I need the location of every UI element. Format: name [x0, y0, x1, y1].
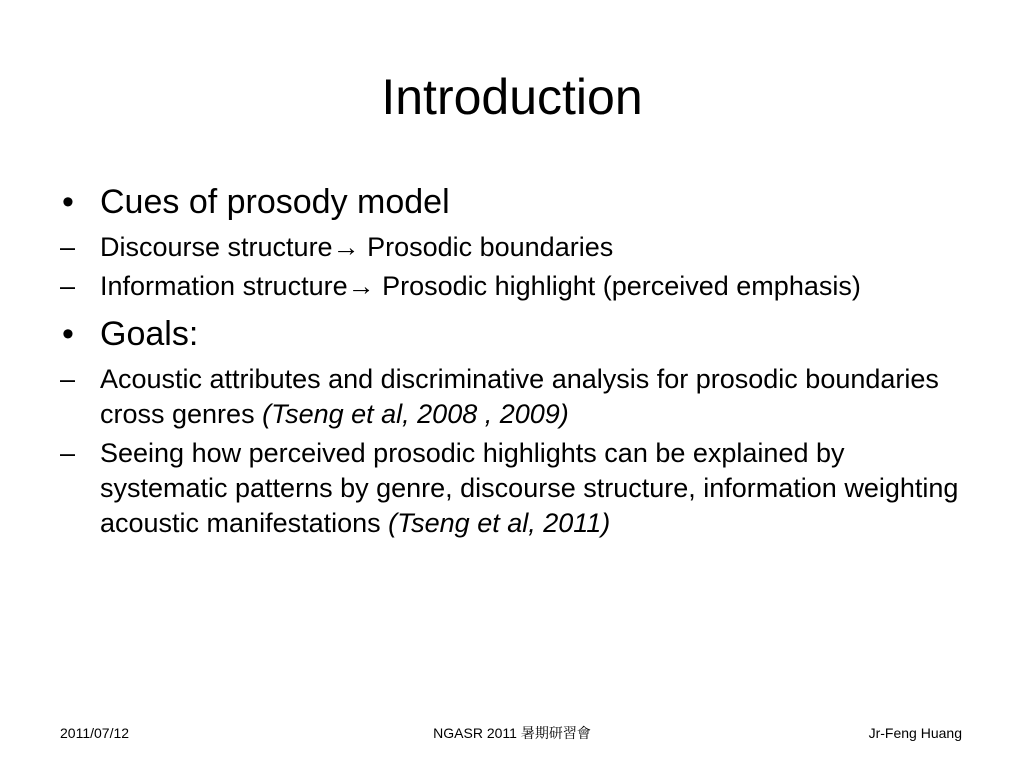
dash-icon: – — [60, 438, 76, 468]
sub-item-text: Acoustic attributes and discriminative analysis for prosodic boundaries cross genres — [100, 364, 939, 429]
dash-icon: – — [60, 232, 76, 262]
sub-item-text: Seeing how perceived prosodic highlights can be explained by systematic patterns by genre, discourse structure, information weighting acoustic manifestations — [100, 438, 959, 538]
citation: (Tseng et al, 2011) — [388, 508, 611, 538]
bullet-text: Goals: — [100, 315, 199, 353]
footer-event: NGASR 2011 暑期研習會 — [433, 725, 591, 741]
bullet-icon: • — [62, 315, 74, 353]
slide-title: Introduction — [381, 69, 643, 125]
sub-item-information — [56, 269, 976, 304]
footer-author: Jr-Feng Huang — [868, 725, 962, 741]
bullet-item-cues — [56, 180, 976, 224]
slide-body — [56, 180, 976, 541]
bullet-text: Cues of prosody model — [100, 183, 450, 221]
sub-item-highlights — [56, 436, 976, 541]
citation: (Tseng et al, 2008 , 2009) — [262, 399, 569, 429]
sub-item-discourse — [56, 230, 976, 265]
bullet-item-goals — [56, 312, 976, 356]
sub-item-text: Discourse structure→ Prosodic boundaries — [100, 232, 614, 262]
bullet-icon: • — [62, 183, 74, 221]
sub-item-text: Information structure→ Prosodic highlight (perceived emphasis) — [100, 271, 861, 301]
dash-icon: – — [60, 271, 76, 301]
dash-icon: – — [60, 364, 76, 394]
sub-item-acoustic — [56, 362, 976, 432]
footer-date: 2011/07/12 — [60, 725, 130, 741]
